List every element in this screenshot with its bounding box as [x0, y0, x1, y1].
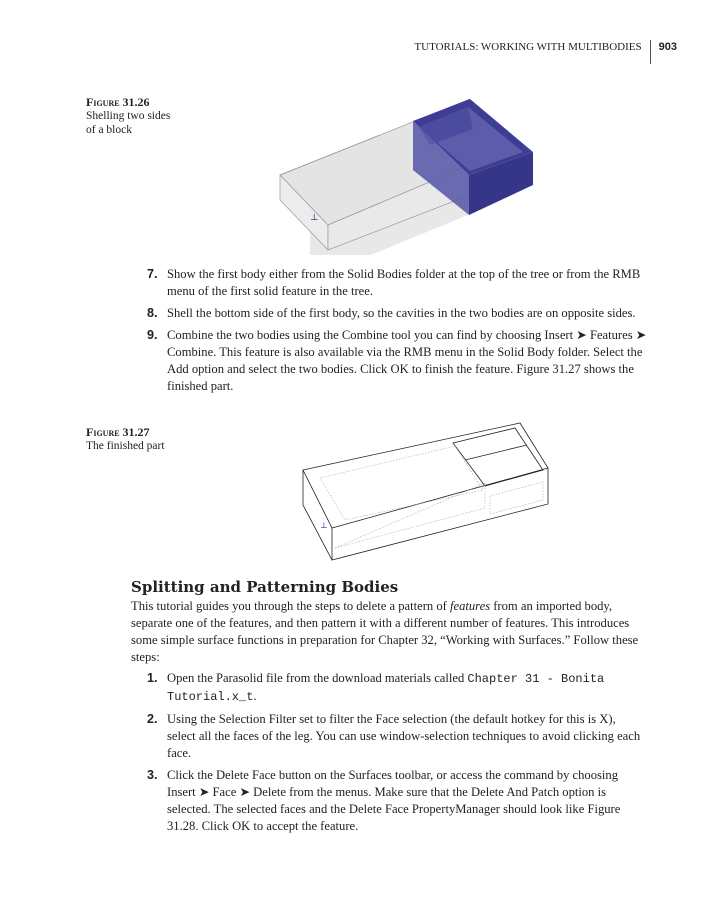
step-text-part: Open the Parasolid file from the download materials called — [167, 671, 468, 685]
figure-label: Figure 31.26 — [86, 95, 150, 109]
list-item — [147, 670, 647, 706]
intro-text: This tutorial guides you through the steps to delete a pattern of — [131, 599, 450, 613]
figure-finished-part-image — [295, 418, 565, 563]
step-number: 1. — [147, 671, 158, 685]
list-item — [147, 711, 647, 762]
axis-triad-icon: ⊥ — [310, 213, 319, 223]
step-text: Shell the bottom side of the first body, so the cavities in the two bodies are on opposite sides. — [167, 306, 636, 320]
step-text: Combine the two bodies using the Combine tool you can find by choosing Insert ➤ Features ➤ Combine. This feature is also available via the RMB menu in the Solid Body folder. Select the Add option and select the two bodies. Click OK to finish the feature. Figure 31.27 shows the finished part. — [167, 328, 647, 393]
step-number: 3. — [147, 768, 158, 782]
header-section-title: TUTORIALS: WORKING WITH MULTIBODIES — [414, 40, 650, 64]
step-text-part: . — [253, 689, 257, 703]
file-name: Chapter 31 - Bonita Tutorial.x_t — [167, 672, 605, 704]
step-text: Show the first body either from the Solid Bodies folder at the top of the tree or from the RMB menu of the first solid feature in the tree. — [167, 267, 641, 298]
running-header — [414, 40, 677, 64]
section-heading: Splitting and Patterning Bodies — [131, 578, 399, 596]
axis-triad-icon: ⊥ — [320, 521, 328, 530]
step-text — [167, 670, 647, 706]
step-text: Click the Delete Face button on the Surfaces toolbar, or access the command by choosing Insert ➤ Face ➤ Delete from the menus. Make sure that the Delete And Patch option is selected. The selected faces and the Delete Face PropertyManager should look like Figure 31.28. Click OK to accept the feature. — [167, 768, 621, 833]
step-number: 9. — [147, 328, 158, 342]
page-number: 903 — [658, 41, 677, 53]
steps-list-b — [147, 670, 647, 840]
caption-line: The finished part — [86, 440, 165, 452]
intro-emphasis: features — [449, 599, 491, 613]
caption-line: of a block — [86, 124, 132, 136]
figure-caption-31-26 — [86, 95, 170, 137]
list-item — [147, 266, 647, 300]
intro-paragraph — [131, 598, 651, 666]
list-item — [147, 305, 647, 322]
figure-shelled-block-image — [270, 95, 540, 255]
step-number: 8. — [147, 306, 158, 320]
step-number: 2. — [147, 712, 158, 726]
step-text: Using the Selection Filter set to filter the Face selection (the default hotkey for this is X), select all the faces of the leg. You can use window-selection techniques to avoid clicking each face. — [167, 712, 641, 760]
caption-line: Shelling two sides — [86, 110, 171, 122]
figure-label: Figure 31.27 — [86, 425, 150, 439]
step-number: 7. — [147, 267, 158, 281]
intro-text: from an imported body, separate one of the features, and then pattern it with a different number of features. This introduces some simple surface functions in preparation for Chapter 32, “Working with Surfaces.” Follow these steps: — [131, 599, 639, 664]
list-item — [147, 767, 647, 835]
figure-caption-31-27 — [86, 425, 165, 453]
steps-list-a — [147, 266, 647, 400]
list-item — [147, 327, 647, 395]
